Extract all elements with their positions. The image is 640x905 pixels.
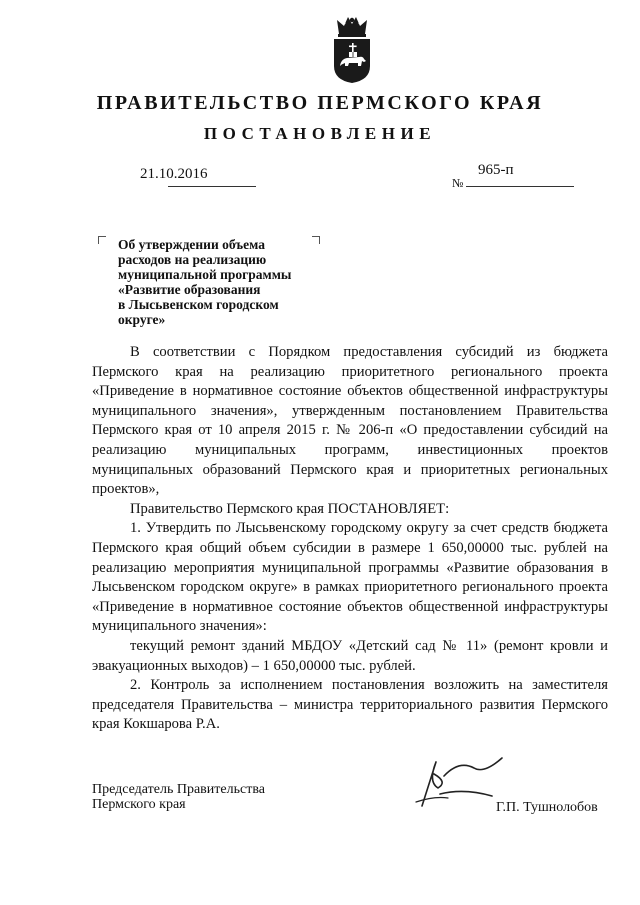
signatory-title-line: Председатель Правительства <box>92 782 265 797</box>
subject-line: расходов на реализацию <box>118 252 267 267</box>
subject-bracket-left <box>98 236 106 244</box>
subject-line: в Лысьвенском городском <box>118 297 279 312</box>
subject-line: округе» <box>118 312 166 327</box>
signatory-name: Г.П. Тушнолобов <box>496 800 598 815</box>
subject-line: муниципальной программы <box>118 267 292 282</box>
subject-line: «Развитие образования <box>118 282 261 297</box>
document-type-heading: ПОСТАНОВЛЕНИЕ <box>203 124 437 143</box>
decree-number: 965-п <box>478 162 514 178</box>
decree-subject <box>118 237 318 327</box>
preamble-paragraph: В соответствии с Порядком предоставления субсидий из бюджета Пермского края на реализацию приоритетного регионального проекта «Приведение в нормативное состояние объектов общественной инфраструктуры муниципального значения», утвержденным постановлением Правительства Пермского края от 10 апреля 2015 г. № 206-п «О предоставлении субсидий на реализацию муниципальных программ, инвестиционных проектов муниципальных образований Пермского края и приоритетных региональных проектов», <box>92 344 608 498</box>
item-1-paragraph: 1. Утвердить по Лысьвенскому городскому округу за счет средств бюджета Пермского края общий объем субсидии в размере 1 650,00000 тыс. рублей на реализацию мероприятия муниципальной программы «Развитие образования в Лысьвенском городском округе» в рамках приоритетного регионального проекта «Приведение в нормативное состояние объектов общественной инфраструктуры муниципального значения»: <box>92 520 608 635</box>
date-underline <box>168 186 256 187</box>
number-sign: № <box>452 176 464 190</box>
issuer-heading: ПРАВИТЕЛЬСТВО ПЕРМСКОГО КРАЯ <box>96 92 544 114</box>
resolves-paragraph: Правительство Пермского края ПОСТАНОВЛЯЕТ: <box>130 500 450 517</box>
signatory-title-line: Пермского края <box>92 797 186 812</box>
decree-body <box>92 343 608 735</box>
coat-of-arms-icon <box>329 14 375 84</box>
item-1-detail-paragraph: текущий ремонт зданий МБДОУ «Детский сад № 11» (ремонт кровли и эвакуационных выходов) – 1 650,00000 тыс. рублей. <box>92 637 608 674</box>
number-underline <box>466 186 574 187</box>
subject-line: Об утверждении объема <box>118 237 265 252</box>
signatory-title <box>92 782 265 812</box>
item-2-paragraph: 2. Контроль за исполнением постановления возложить на заместителя председателя Правительства – министра территориального развития Пермского края Кокшарова Р.А. <box>92 677 608 733</box>
handwritten-signature <box>414 752 506 810</box>
decree-date: 21.10.2016 <box>140 166 208 182</box>
